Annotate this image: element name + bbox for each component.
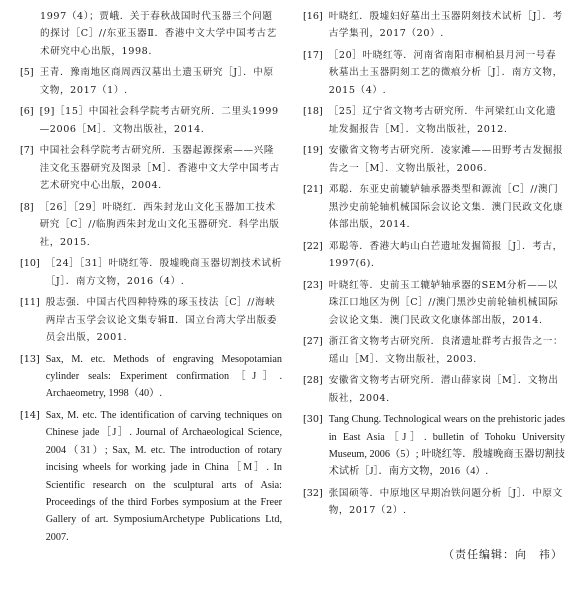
reference-entry	[20, 255, 282, 290]
reference-text: Sax, M. etc. The identification of carving techniques on Chinese jade［J］. Journal of Archaeological Science, 2004（31）; Sax, M. etc. The introduction of rotary incising wheels for working jade in China［M］. In Scientific research on the sculptural arts of Asia: Proceedings of the third Forbes symposium at the Freer Gallery of art. SymposiumArchetype Publications Ltd, 2007.	[45, 410, 282, 543]
reference-entry	[20, 64, 282, 99]
reference-entry	[20, 199, 282, 251]
reference-number: [30]	[303, 414, 323, 426]
reference-text: 叶晓红等．史前玉工辘轳轴承器的SEM分析——以珠江口地区为例［C］//澳门黑沙史前轮轴机械国际会议论文集．澳门民政文化康体部出版，2014.	[328, 279, 559, 326]
reference-text: 王青．豫南地区商周西汉墓出土遗玉研究［J］．中原文物，2017（1）.	[39, 67, 274, 96]
reference-number: [7]	[20, 145, 34, 157]
reference-entry	[303, 372, 565, 407]
reference-number: [22]	[303, 240, 323, 252]
responsible-editor: （责任编辑：向 祎）	[443, 548, 563, 561]
reference-entry	[20, 351, 282, 403]
reference-text: 张国硕等．中原地区早期冶铁问题分析［J］．中原文物，2017（2）.	[328, 488, 563, 517]
reference-entry	[303, 238, 565, 273]
reference-number: [14]	[20, 410, 40, 422]
reference-text: 安徽省文物考古研究所．凌家滩——田野考古发掘报告之一［M］．文物出版社，2006.	[328, 145, 564, 174]
reference-text: 1997（4）；贾峨．关于春秋战国时代玉器三个问题的探讨［C］//东亚玉器Ⅱ．香港中文大学中国考古艺术研究中心出版，1998.	[40, 11, 277, 57]
reference-number: [18]	[303, 106, 323, 118]
right-reference-column	[303, 8, 565, 524]
reference-entry	[303, 103, 565, 138]
reference-text: ［24］［31］叶晓红等．殷墟晚商玉器切割技术试析［J］．南方文物，2016（4）.	[45, 258, 282, 287]
reference-entry	[303, 411, 565, 481]
reference-text: [9]［15］中国社会科学院考古研究所．二里头1999—2006［M］．文物出版社，2014.	[39, 106, 279, 135]
reference-number: [13]	[20, 353, 40, 365]
reference-entry	[303, 485, 565, 520]
reference-entry	[303, 333, 565, 368]
reference-text: Sax, M. etc. Methods of engraving Mesopotamian cylinder seals: Experiment confirmation［J］. Archaeometry, 1998（40）.	[45, 353, 282, 400]
reference-text: Tang Chung. Technological wears on the prehistoric jades in East Asia［J］. bulletin of Tohoku University Museum, 2006（5）; 叶晓红等．殷墟晚商玉器切割技术试析［J］．南方文物，2016（4）.	[328, 414, 565, 478]
reference-entry	[20, 294, 282, 346]
reference-entry	[303, 47, 565, 99]
reference-number: [6]	[20, 106, 34, 118]
reference-text: 中国社会科学院考古研究所．玉器起源探索——兴隆洼文化玉器研究及图录［M］．香港中文大学中国考古艺术研究中心出版，2004.	[39, 145, 280, 192]
reference-number: [11]	[20, 297, 40, 309]
reference-text: 邓聪等．香港大屿山白芒遗址发掘简报［J］．考古，1997(6).	[328, 240, 563, 270]
reference-number: [23]	[303, 279, 323, 291]
reference-text: 安徽省文物考古研究所．潜山薛家岗［M］．文物出版社，2004.	[328, 375, 559, 404]
reference-entry	[303, 142, 565, 177]
reference-entry	[303, 181, 565, 233]
reference-number: [17]	[303, 50, 323, 61]
reference-number: [8]	[20, 201, 34, 213]
reference-number: [10]	[20, 258, 40, 270]
reference-number: [21]	[303, 184, 323, 196]
reference-text: 邓聪．东亚史前辘轳轴承器类型和源流［C］//澳门黑沙史前轮轴机械国际会议论文集．澳门民政文化康体部出版，2014.	[328, 184, 564, 231]
reference-text: ［26］［29］叶晓红．西朱封龙山文化玉器加工技术研究［C］//临朐西朱封龙山文化玉器研究．科学出版社，2015.	[39, 201, 280, 248]
reference-text: 殷志强．中国古代四种特殊的琢玉技法［C］//海峡两岸古玉学会议论文集专辑Ⅱ．国立台湾大学出版委员会出版，2001.	[45, 297, 278, 344]
reference-entry	[20, 407, 282, 546]
reference-number: [5]	[20, 67, 34, 79]
reference-text: 叶晓红．殷墟妇好墓出土玉器阴刻技术试析［J］．考古学集刊，2017（20）.	[328, 11, 563, 40]
reference-number: [16]	[303, 11, 323, 22]
reference-number: [32]	[303, 488, 323, 500]
reference-entry	[303, 277, 565, 329]
reference-entry	[20, 142, 282, 194]
reference-text: ［20］叶晓红等．河南省南阳市桐柏县月河一号春秋墓出土玉器阴刻工艺的微痕分析［J］．南方文物，2015（4）.	[328, 50, 563, 96]
reference-entry	[20, 103, 282, 138]
reference-number: [27]	[303, 336, 323, 348]
reference-number: [19]	[303, 145, 323, 157]
reference-text: ［25］辽宁省文物考古研究所．牛河梁红山文化遗址发掘报告［M］．文物出版社，2012.	[328, 106, 557, 135]
reference-entry	[20, 8, 282, 60]
left-reference-column	[20, 8, 282, 550]
reference-text: 浙江省文物考古研究所．良渚遗址群考古报告之一：瑶山［M］．文物出版社，2003.	[328, 336, 564, 365]
reference-entry	[303, 8, 565, 43]
reference-number: [28]	[303, 375, 323, 387]
